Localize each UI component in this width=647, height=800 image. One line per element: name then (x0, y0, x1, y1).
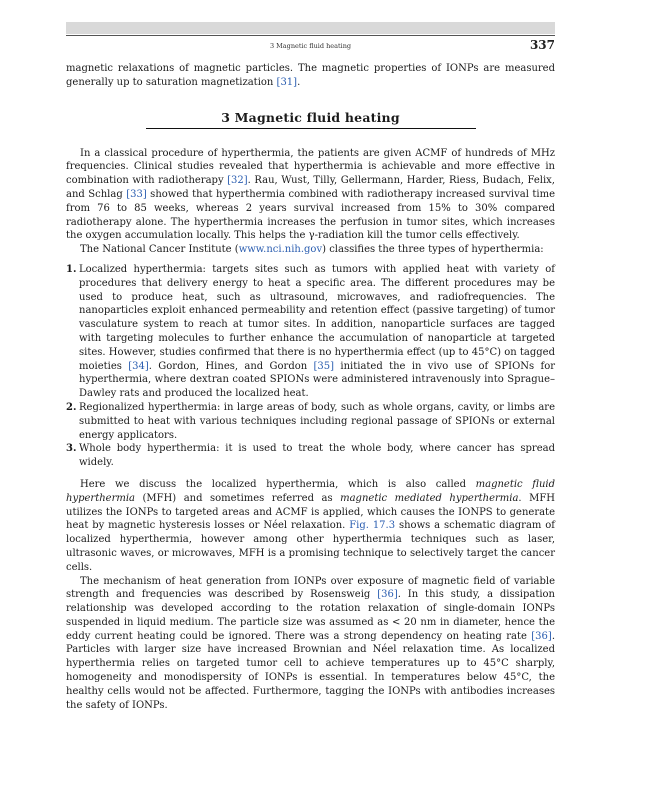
citation-link[interactable]: [33] (126, 188, 147, 200)
para4-text-2: . In this study, a dissipation relationship was developed according to the rotation relaxation of single-domain IONPs suspended in liquid medium. The particle size was assumed as < 20 nm in diameter, hence the eddy current heating could be ignored. There was a strong dependency on heating rate (66, 589, 555, 642)
nci-website-link[interactable]: www.nci.nih.gov (238, 244, 323, 256)
hyperthermia-types-list (66, 263, 555, 470)
section-heading: 3 Magnetic fluid heating (146, 110, 476, 129)
list-item-number: 3. (66, 443, 77, 455)
list-item-text: Localized hyperthermia: targets sites such as tumors with applied heat with variety of procedures that delivery energy to heat a specific area. The different procedures may be used to produce heat, such as ultrasound, microwaves, and radiofrequencies. The nanoparticles exploit enhanced permeability and retention effect (passive targeting) of tumor vasculature system to reach at tumor sites. In addition, nanoparticle surfaces are tagged with targeting molecules to further enhance the accumulation of nanoparticle at targeted sites. However, studies confirmed that there is no hyperthermia effect (up to 45°C) on tagged moieties (79, 263, 555, 372)
list-item (66, 401, 555, 442)
para1-text-3: showed that hyperthermia combined with radiotherapy increased survival time from 76 to 85 weeks, whereas 2 years survival increased from 15% to 30% compared radiotherapy alone. The hyperthermia increases the perfusion in tumor sites, which increases the oxygen accumulation locally. This helps the γ-radiation kill the tumor cells effectively. (66, 188, 555, 242)
intro-end: . (297, 76, 301, 88)
list-item (66, 442, 555, 470)
para4-text-3: . Particles with larger size have increased Brownian and Néel relaxation time. As localized hyperthermia relies on targeted tumor cell to achieve temperatures up to 45°C sharply, homogeneity and monodispersity of IONPs is essential. In temperatures below 45°C, the healthy cells would not be affected. Furthermore, tagging the IONPs with antibodies increases the safety of IONPs. (66, 630, 555, 711)
list-item-text: Regionalized hyperthermia: in large areas of body, such as whole organs, cavity, or limbs are submitted to heat with various techniques including regional passage of SPIONs or external energy applicators. (79, 401, 555, 441)
italic-term: magnetic mediated hyperthermia (340, 492, 519, 504)
italic-term: magnetic fluid hyperthermia (66, 478, 556, 504)
intro-paragraph (66, 62, 555, 90)
header-bar (66, 22, 555, 34)
list-item-text: initiated the in vivo use of SPIONs for hyperthermia, where dextran coated SPIONs were administered intravenously into Sprague–Dawley rats and produced the localized heat. (79, 360, 555, 400)
para1-text-1: In a classical procedure of hyperthermia, the patients are given ACMF of hundreds of MHz frequencies. Clinical studies revealed that hyperthermia is achievable and more effective in combination with radiotherapy (66, 147, 555, 187)
para3-text-2: (MFH) and sometimes referred as (135, 492, 341, 504)
para2-text-2: ) classifies the three types of hyperthermia: (322, 244, 544, 256)
citation-link[interactable]: [36] (377, 589, 398, 601)
citation-link[interactable]: [34] (128, 360, 149, 372)
para4-text-1: The mechanism of heat generation from IONPs over exposure of magnetic field of variable strength and frequencies was described by Rosensweig (66, 575, 555, 601)
page (66, 22, 555, 712)
citation-link[interactable]: [35] (313, 360, 335, 372)
citation-link[interactable]: [32] (227, 175, 248, 187)
para1-text-2: . Rau, Wust, Tilly, Gellermann, Harder, Riess, Budach, Felix, and Schlag (66, 175, 555, 200)
list-item (66, 263, 555, 401)
body-paragraph-3 (66, 478, 555, 575)
para3-text-1: Here we discuss the localized hyperthermia, which is also called (80, 478, 476, 490)
figure-link[interactable]: Fig. 17.3 (349, 520, 396, 532)
para3-text-4: shows a schematic diagram of localized hyperthermia, however among other hyperthermia techniques such as laser, ultrasonic waves, or microwaves, MFH is a promising technique to selectively target the cancer cells. (66, 520, 556, 573)
list-item-number: 2. (66, 401, 77, 413)
body-paragraph-1 (66, 147, 555, 244)
para3-text-3: . MFH utilizes the IONPs to targeted areas and ACMF is applied, which causes the IONPS to generate heat by magnetic hysteresis losses or Néel relaxation. (66, 492, 555, 532)
list-item-text: Whole body hyperthermia: it is used to treat the whole body, where cancer has spread widely. (79, 443, 555, 469)
page-header (66, 36, 555, 54)
running-head: 3 Magnetic fluid heating (269, 42, 352, 50)
list-item-number: 1. (66, 263, 77, 275)
body-paragraph-2 (66, 243, 555, 257)
citation-link[interactable]: [31] (276, 76, 298, 88)
list-item-text: . Gordon, Hines, and Gordon (148, 360, 314, 372)
body-paragraph-4 (66, 575, 555, 713)
page-number: 337 (529, 38, 555, 52)
intro-text: magnetic relaxations of magnetic particles. The magnetic properties of IONPs are measured generally up to saturation magnetization (66, 63, 555, 88)
para2-text-1: The National Cancer Institute ( (80, 244, 239, 256)
citation-link[interactable]: [36] (531, 630, 552, 642)
